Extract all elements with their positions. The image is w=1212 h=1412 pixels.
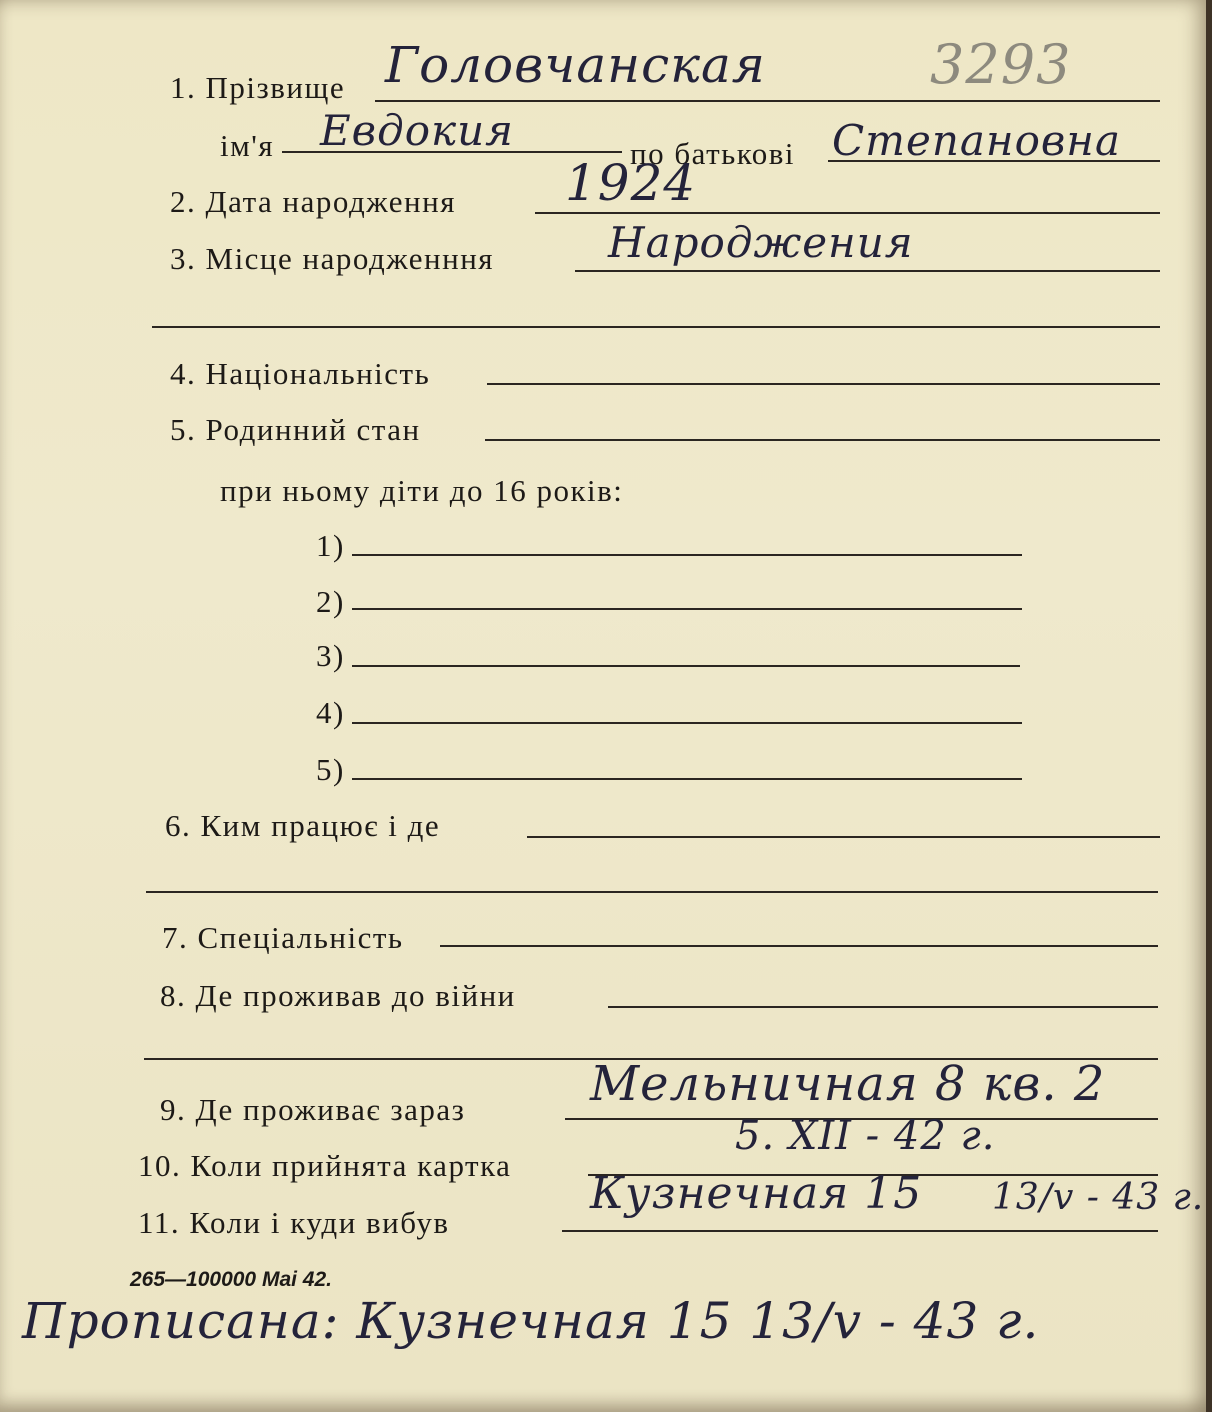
birthplace-value: Народжения [608,218,914,267]
patronymic-label: по батькові [630,136,795,171]
birth-date-label: 2. Дата народження [170,184,456,219]
birthplace-label: 3. Місце народженння [170,241,495,276]
child-3-line [352,665,1020,667]
card-accepted-label: 10. Коли прийнята картка [138,1148,512,1183]
departed-label: 11. Коли і куди вибув [138,1205,450,1240]
current-residence-value: Мельничная 8 кв. 2 [590,1056,1106,1112]
departed-place-value: Кузнечная 15 [590,1168,923,1219]
work-line-2 [146,891,1158,893]
birth-date-line [535,212,1160,214]
first-name-label: ім'я [220,128,275,163]
child-4-label: 4) [316,695,345,730]
first-name-value: Евдокия [320,106,514,155]
work-label: 6. Ким працює і де [165,808,441,843]
print-mark: 265—100000 Mai 42. [130,1268,332,1291]
specialty-line [440,945,1158,947]
patronymic-value: Степановна [832,116,1122,165]
nationality-line [487,383,1160,385]
child-4-line [352,722,1022,724]
children-label: при ньому діти до 16 років: [220,473,624,508]
birth-year-value: 1924 [565,154,697,212]
prewar-residence-label: 8. Де проживав до війни [160,978,516,1013]
card-accepted-value: 5. XII - 42 г. [735,1113,996,1159]
child-2-label: 2) [316,584,345,619]
current-residence-label: 9. Де проживає зараз [160,1092,466,1127]
child-5-label: 5) [316,752,345,787]
specialty-label: 7. Спеціальність [162,920,404,955]
surname-line [375,100,1160,102]
registration-note: Прописана: Кузнечная 15 13/v - 43 г. [22,1292,1040,1350]
surname-label: 1. Прізвище [170,70,346,105]
card-edge-shadow [1206,0,1212,1412]
departed-date-value: 13/v - 43 г. [992,1177,1205,1218]
departed-line [562,1230,1158,1232]
child-1-label: 1) [316,528,345,563]
child-1-line [352,554,1022,556]
work-line [527,836,1160,838]
surname-value: Головчанская [385,36,766,94]
marital-status-line [485,439,1160,441]
birthplace-line-2 [152,326,1160,328]
child-2-line [352,608,1022,610]
birthplace-line [575,270,1160,272]
child-3-label: 3) [316,638,345,673]
nationality-label: 4. Національність [170,356,431,391]
registry-number: 3293 [930,33,1072,96]
prewar-residence-line [608,1006,1158,1008]
child-5-line [352,778,1022,780]
marital-status-label: 5. Родинний стан [170,412,421,447]
